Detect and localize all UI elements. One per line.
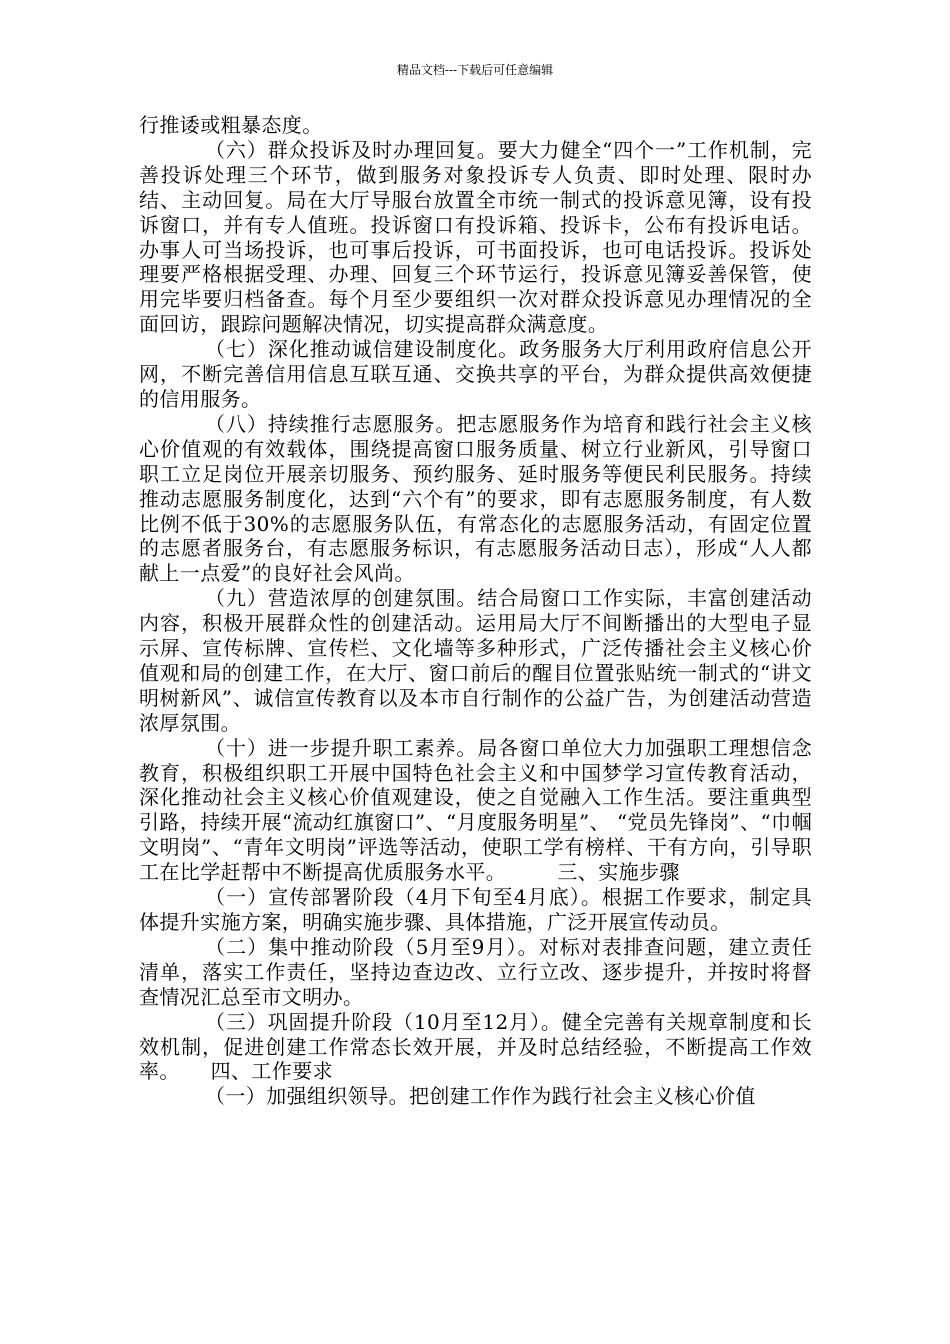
document-body — [139, 113, 812, 1109]
paragraph-volunteer-service: （八）持续推行志愿服务。把志愿服务作为培育和践行社会主义核心价值观的有效载体，围绕提高窗口服务质量、树立行业新风，引导窗口职工立足岗位开展亲切服务、预约服务、延时服务等便民利民服务。持续推动志愿服务制度化，达到“六个有”的要求，即有志愿服务制度，有人数比例不低于30%的志愿服务队伍，有常态化的志愿服务活动，有固定位置的志愿者服务台，有志愿服务标识，有志愿服务活动日志），形成“人人都献上一点爱”的良好社会风尚。 — [139, 411, 812, 586]
paragraph-integrity-building: （七）深化推动诚信建设制度化。政务服务大厅利用政府信息公开网，不断完善信用信息互联互通、交换共享的平台，为群众提供高效便捷的信用服务。 — [139, 337, 812, 411]
paragraph-step-consolidation: （三）巩固提升阶段（10月至12月）。健全完善有关规章制度和长效机制，促进创建工作常态长效开展，并及时总结经验，不断提高工作效率。 四、工作要求 — [139, 1009, 812, 1084]
paragraph-complaint-handling: （六）群众投诉及时办理回复。要大力健全“四个一”工作机制，完善投诉处理三个环节，做到服务对象投诉专人负责、即时处理、限时办结、主动回复。局在大厅导服台放置全市统一制式的投诉意见簿，设有投诉窗口，并有专人值班。投诉窗口有投诉箱、投诉卡，公布有投诉电话。办事人可当场投诉，也可事后投诉，可书面投诉，也可电话投诉。投诉处理要严格根据受理、办理、回复三个环节运行，投诉意见簿妥善保管，使用完毕要归档备查。每个月至少要组织一次对群众投诉意见办理情况的全面回访，跟踪问题解决情况，切实提高群众满意度。 — [139, 137, 812, 337]
paragraph-staff-quality: （十）进一步提升职工素养。局各窗口单位大力加强职工理想信念教育，积极组织职工开展中国特色社会主义和中国梦学习宣传教育活动，深化推动社会主义核心价值观建设，使之自觉融入工作生活。要注重典型引路，持续开展“流动红旗窗口”、“月度服务明星”、 “党员先锋岗”、“巾帼文明岗”、“青年文明岗”评选等活动，使职工学有榜样、干有方向，引导职工在比学赶帮中不断提高优质服务水平。 三、实施步骤 — [139, 735, 812, 885]
page-header: 精品文档---下载后可任意编辑 — [396, 63, 554, 77]
paragraph-step-publicity: （一）宣传部署阶段（4月下旬至4月底）。根据工作要求，制定具体提升实施方案，明确实施步骤、具体措施，广泛开展宣传动员。 — [139, 885, 812, 934]
paragraph-continuation: 行推诿或粗暴态度。 — [139, 113, 323, 137]
paragraph-requirement-leadership: （一）加强组织领导。把创建工作作为践行社会主义核心价值 — [205, 1084, 756, 1109]
paragraph-creation-atmosphere: （九）营造浓厚的创建氛围。结合局窗口工作实际，丰富创建活动内容，积极开展群众性的创建活动。运用局大厅不间断播出的大型电子显示屏、宣传标牌、宣传栏、文化墙等多种形式，广泛传播社会主义核心价值观和局的创建工作，在大厅、窗口前后的醒目位置张贴统一制式的“讲文明树新风”、诚信宣传教育以及本市自行制作的公益广告，为创建活动营造浓厚氛围。 — [139, 586, 812, 735]
paragraph-step-concentrated: （二）集中推动阶段（5月至9月）。对标对表排查问题，建立责任清单，落实工作责任，坚持边查边改、立行立改、逐步提升，并按时将督查情况汇总至市文明办。 — [139, 934, 812, 1009]
